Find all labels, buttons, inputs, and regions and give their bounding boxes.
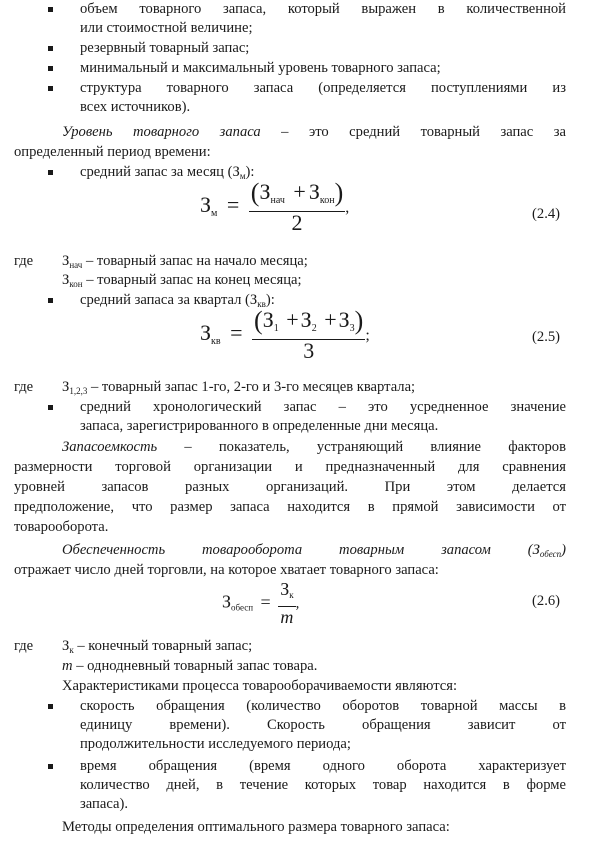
- formula-2-5: [200, 306, 370, 363]
- fraction-denominator: 2: [291, 210, 303, 235]
- subscript: обесп: [539, 549, 562, 559]
- term: З: [308, 179, 320, 204]
- fraction-denominator: m: [280, 607, 294, 627]
- symbol: (З: [490, 542, 540, 558]
- subscript: 3: [349, 323, 355, 334]
- formula-lhs: З: [200, 192, 212, 218]
- term-italic: Запасоемкость: [62, 439, 158, 455]
- text-line: время обращения (время одного оборота характеризует: [80, 758, 566, 774]
- paragraph-line: размерности торговой организации и предназначенный для сравнения: [14, 459, 566, 475]
- fraction-numerator: [249, 178, 345, 212]
- text-span: – однодневный товарный запас товара.: [72, 658, 318, 674]
- paragraph-line: [62, 438, 566, 457]
- subscript: нач: [69, 260, 83, 270]
- text-line: единицу времени). Скорость обращения зависит от: [80, 717, 566, 733]
- text-span: средний запаса за квартал (З: [80, 292, 258, 308]
- subscript: кон: [319, 195, 335, 206]
- formula-punct: ;: [365, 327, 370, 345]
- formula-punct: ,: [295, 595, 300, 612]
- equation-number: (2.5): [532, 329, 560, 345]
- text-line: скорость обращения (количество оборотов товарной массы в: [80, 698, 566, 714]
- subscript: к: [289, 590, 294, 600]
- paren-open: (: [250, 178, 260, 207]
- text-span: – товарный запас на конец месяца;: [82, 272, 302, 288]
- bullet-marker: [48, 405, 53, 410]
- fraction-denominator: 3: [303, 338, 315, 363]
- symbol: З: [62, 272, 70, 288]
- subscript: кв: [257, 299, 266, 309]
- where-label: где: [14, 638, 34, 654]
- text-line: или стоимостной величине;: [80, 20, 253, 36]
- subscript: кв: [211, 336, 221, 348]
- plus-sign: +: [324, 307, 337, 332]
- term: З: [262, 307, 274, 332]
- equals-sign: =: [260, 591, 271, 612]
- term: З: [259, 179, 271, 204]
- equals-sign: =: [226, 192, 240, 218]
- symbol: З: [62, 379, 70, 395]
- text-line: всех источников).: [80, 99, 191, 115]
- symbol: З: [62, 638, 70, 654]
- symbol: ): [561, 542, 567, 558]
- term-italic: Обеспеченность товарооборота товарным запасом: [62, 542, 491, 558]
- text-span: – товарный запас на начало месяца;: [82, 253, 308, 269]
- fraction-numerator: [278, 580, 295, 607]
- paragraph-line: товарооборота.: [14, 519, 109, 535]
- text-line: минимальный и максимальный уровень товарного запаса;: [80, 60, 441, 76]
- text-span: ):: [265, 292, 275, 308]
- bullet-marker: [48, 170, 53, 175]
- text-line: запаса, зарегистрированного в определенные дни месяца.: [80, 418, 439, 434]
- text-line: структура товарного запаса (определяется поступлениями из: [80, 80, 566, 96]
- subscript: кон: [69, 279, 83, 289]
- bullet-marker: [48, 298, 53, 303]
- equation-number: (2.4): [532, 206, 560, 222]
- symbol: З: [62, 253, 70, 269]
- text-line: продолжительности исследуемого периода;: [80, 736, 351, 752]
- bullet-marker: [48, 66, 53, 71]
- text-span: – конечный товарный запас;: [73, 638, 253, 654]
- term-italic: Уровень товарного запаса: [62, 124, 261, 140]
- paren-close: ): [354, 306, 364, 335]
- subscript: 2: [311, 323, 317, 334]
- subscript: к: [69, 645, 74, 655]
- paren-close: ): [334, 178, 344, 207]
- paren-open: (: [254, 306, 263, 335]
- paragraph-line: [62, 123, 566, 142]
- fraction: [252, 306, 365, 363]
- fraction: [249, 178, 345, 235]
- text-span: ):: [245, 164, 255, 180]
- symbol: m: [62, 658, 73, 674]
- term: З: [338, 307, 350, 332]
- bullet-marker: [48, 764, 53, 769]
- bullet-marker: [48, 7, 53, 12]
- text-span: – это средний товарный запас за: [260, 124, 566, 140]
- formula-lhs: З: [200, 320, 212, 346]
- plus-sign: +: [286, 307, 299, 332]
- where-label: где: [14, 379, 34, 395]
- equation-number: (2.6): [532, 593, 560, 609]
- text-span: – товарный запас 1-го, 2-го и 3-го месяцев квартала;: [87, 379, 416, 395]
- subscript: м: [239, 171, 246, 181]
- definition-line: [62, 657, 317, 676]
- equals-sign: =: [230, 320, 243, 346]
- where-label: где: [14, 253, 34, 269]
- paragraph-line: определенный период времени:: [14, 144, 211, 160]
- text-span: средний запас за месяц (З: [80, 164, 240, 180]
- formula-2-6: [222, 580, 299, 627]
- text-line: количество дней, в течение которых товар находится в форме: [80, 777, 566, 793]
- bullet-marker: [48, 46, 53, 51]
- term: З: [280, 579, 290, 599]
- bullet-marker: [48, 86, 53, 91]
- subscript: м: [211, 208, 218, 220]
- fraction: [278, 580, 295, 627]
- text-line: средний хронологический запас – это усредненное значение: [80, 399, 566, 415]
- subscript: 1,2,3: [69, 386, 88, 396]
- paragraph-line: Характеристиками процесса товарооборачиваемости являются:: [62, 678, 458, 694]
- formula-2-4: [200, 178, 350, 235]
- paragraph-line: Методы определения оптимального размера товарного запаса:: [62, 819, 450, 835]
- subscript: обесп: [231, 602, 254, 613]
- paragraph-line: уровней запасов разных организаций. При этом делается: [14, 479, 566, 495]
- paragraph-line: отражает число дней торговли, на которое хватает товарного запаса:: [14, 562, 439, 578]
- formula-punct: ,: [345, 199, 350, 217]
- bullet-marker: [48, 704, 53, 709]
- text-span: – показатель, устраняющий влияние факторов: [157, 439, 566, 455]
- plus-sign: +: [293, 179, 306, 204]
- formula-lhs: З: [222, 591, 232, 612]
- term: З: [300, 307, 312, 332]
- subscript: 1: [273, 323, 279, 334]
- text-line: резервный товарный запас;: [80, 40, 250, 56]
- text-line: запаса).: [80, 796, 128, 812]
- fraction-numerator: [252, 306, 365, 340]
- text-line: объем товарного запаса, который выражен в количественной: [80, 1, 566, 17]
- subscript: нач: [270, 195, 285, 206]
- paragraph-line: предположение, что размер запаса находится в прямой зависимости от: [14, 499, 566, 515]
